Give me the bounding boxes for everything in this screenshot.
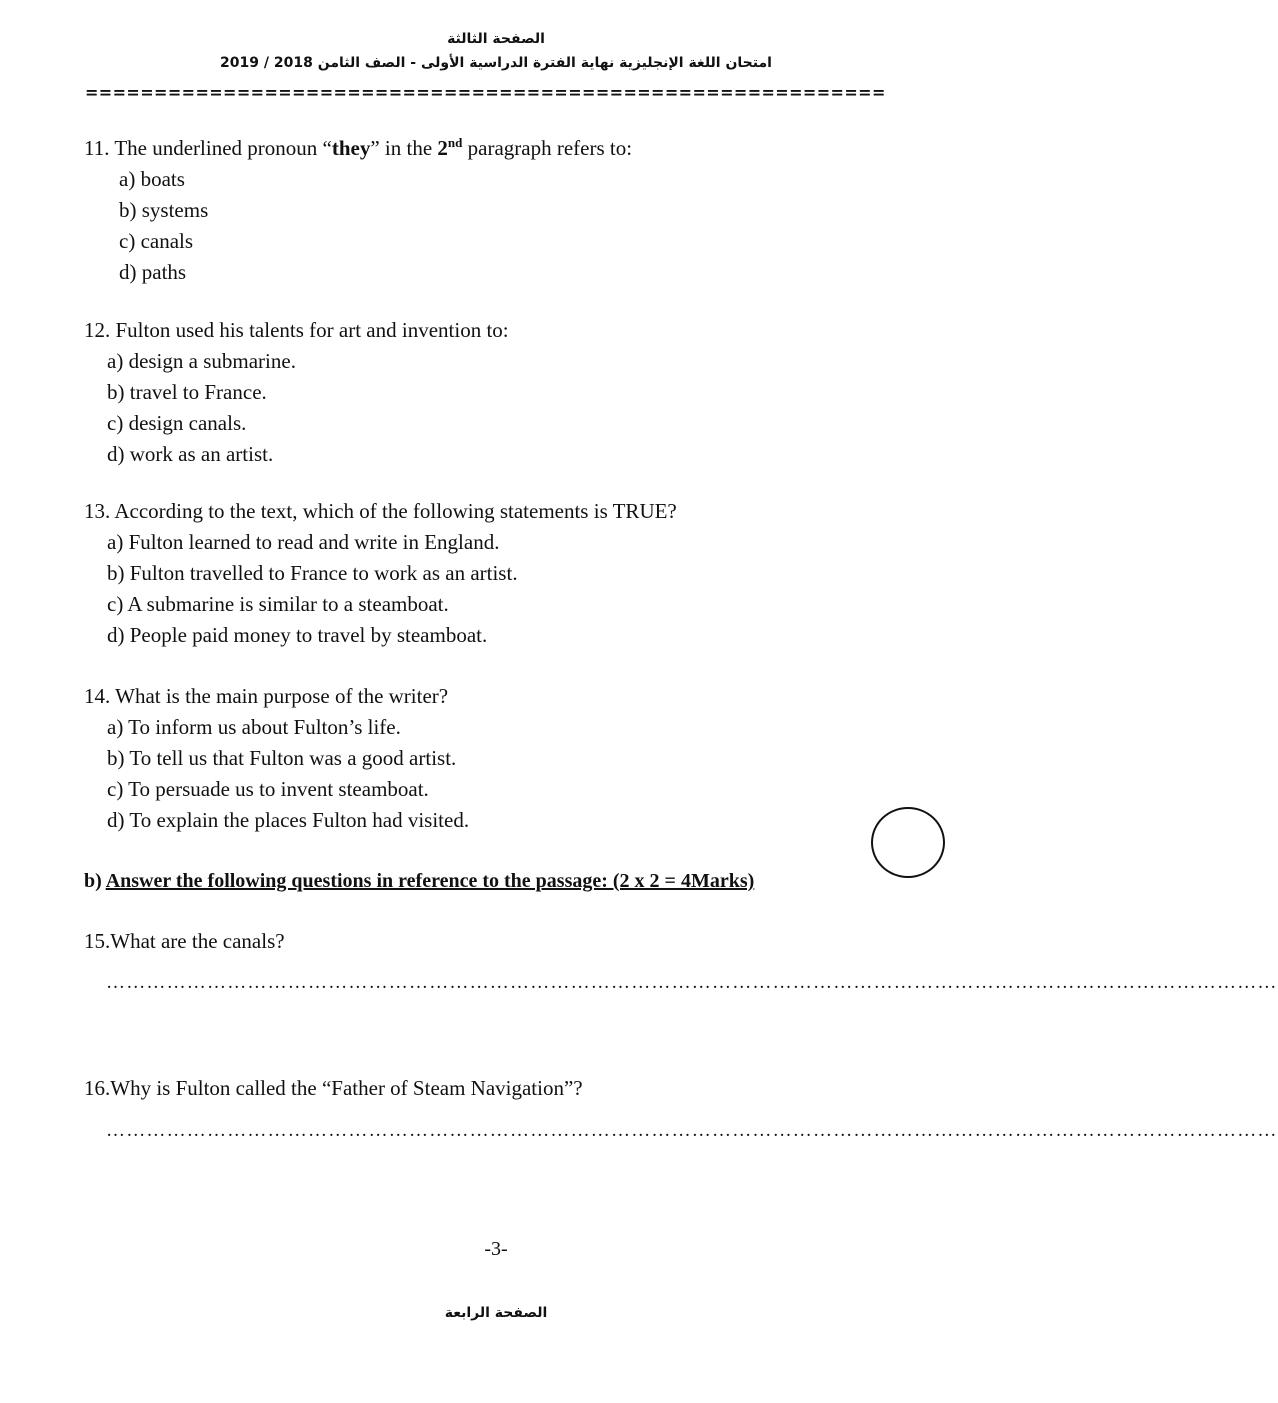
option-c: c) canals bbox=[119, 229, 194, 253]
score-circle bbox=[871, 807, 945, 878]
option-c: c) To persuade us to invent steamboat. bbox=[107, 777, 429, 801]
option-b: b) systems bbox=[119, 198, 209, 222]
option-a: a) design a submarine. bbox=[107, 349, 296, 373]
header-separator: ========================================================== bbox=[85, 83, 886, 102]
ordinal-suffix: nd bbox=[447, 135, 463, 150]
option-c: c) design canals. bbox=[107, 411, 247, 435]
option-d: d) People paid money to travel by steamboat. bbox=[107, 623, 488, 647]
stem-text: 11. The underlined pronoun “ bbox=[84, 136, 332, 160]
option-a: a) To inform us about Fulton’s life. bbox=[107, 715, 401, 739]
option-d: d) To explain the places Fulton had visited. bbox=[107, 808, 470, 832]
section-b-title: Answer the following questions in reference to the passage: (2 x 2 = 4Marks) bbox=[105, 870, 755, 892]
option-a: a) Fulton learned to read and write in England. bbox=[107, 530, 500, 554]
option-d: d) work as an artist. bbox=[107, 442, 274, 466]
question-14 bbox=[84, 681, 469, 836]
option-b: b) Fulton travelled to France to work as an artist. bbox=[107, 561, 518, 585]
answer-line-15[interactable]: ………………………………………………………………………………………………………………………………………………………… bbox=[106, 972, 1278, 993]
stem-text: ” in the bbox=[370, 136, 438, 160]
question-11 bbox=[84, 133, 632, 288]
option-a: a) boats bbox=[119, 167, 185, 191]
section-b-prefix: b) bbox=[84, 870, 106, 892]
page-label: الصفحة الثالثة bbox=[447, 31, 545, 47]
paragraph-number: 2 bbox=[437, 136, 448, 160]
next-page-label: الصفحة الرابعة bbox=[444, 1305, 548, 1321]
option-c: c) A submarine is similar to a steamboat. bbox=[107, 592, 449, 616]
question-12-stem: 12. Fulton used his talents for art and invention to: bbox=[84, 318, 509, 342]
question-12 bbox=[84, 315, 509, 470]
underlined-pronoun: they bbox=[331, 136, 371, 160]
question-15-stem: 15.What are the canals? bbox=[84, 929, 285, 953]
question-14-stem: 14. What is the main purpose of the writer? bbox=[84, 684, 449, 708]
question-16-stem: 16.Why is Fulton called the “Father of Steam Navigation”? bbox=[84, 1076, 583, 1100]
option-d: d) paths bbox=[119, 260, 187, 284]
answer-line-16[interactable]: ………………………………………………………………………………………………………………………………………………………… bbox=[106, 1120, 1278, 1141]
option-b: b) To tell us that Fulton was a good artist. bbox=[107, 746, 457, 770]
exam-title: امتحان اللغة الإنجليزية نهاية الفترة الدراسية الأولى - الصف الثامن 2018 / 2019 bbox=[220, 55, 772, 71]
question-13-stem: 13. According to the text, which of the following statements is TRUE? bbox=[84, 499, 677, 523]
page-number: -3- bbox=[484, 1238, 508, 1260]
question-11-stem bbox=[84, 133, 632, 164]
option-b: b) travel to France. bbox=[107, 380, 267, 404]
section-b-heading bbox=[84, 870, 754, 893]
question-13 bbox=[84, 496, 677, 651]
stem-text: paragraph refers to: bbox=[462, 136, 633, 160]
